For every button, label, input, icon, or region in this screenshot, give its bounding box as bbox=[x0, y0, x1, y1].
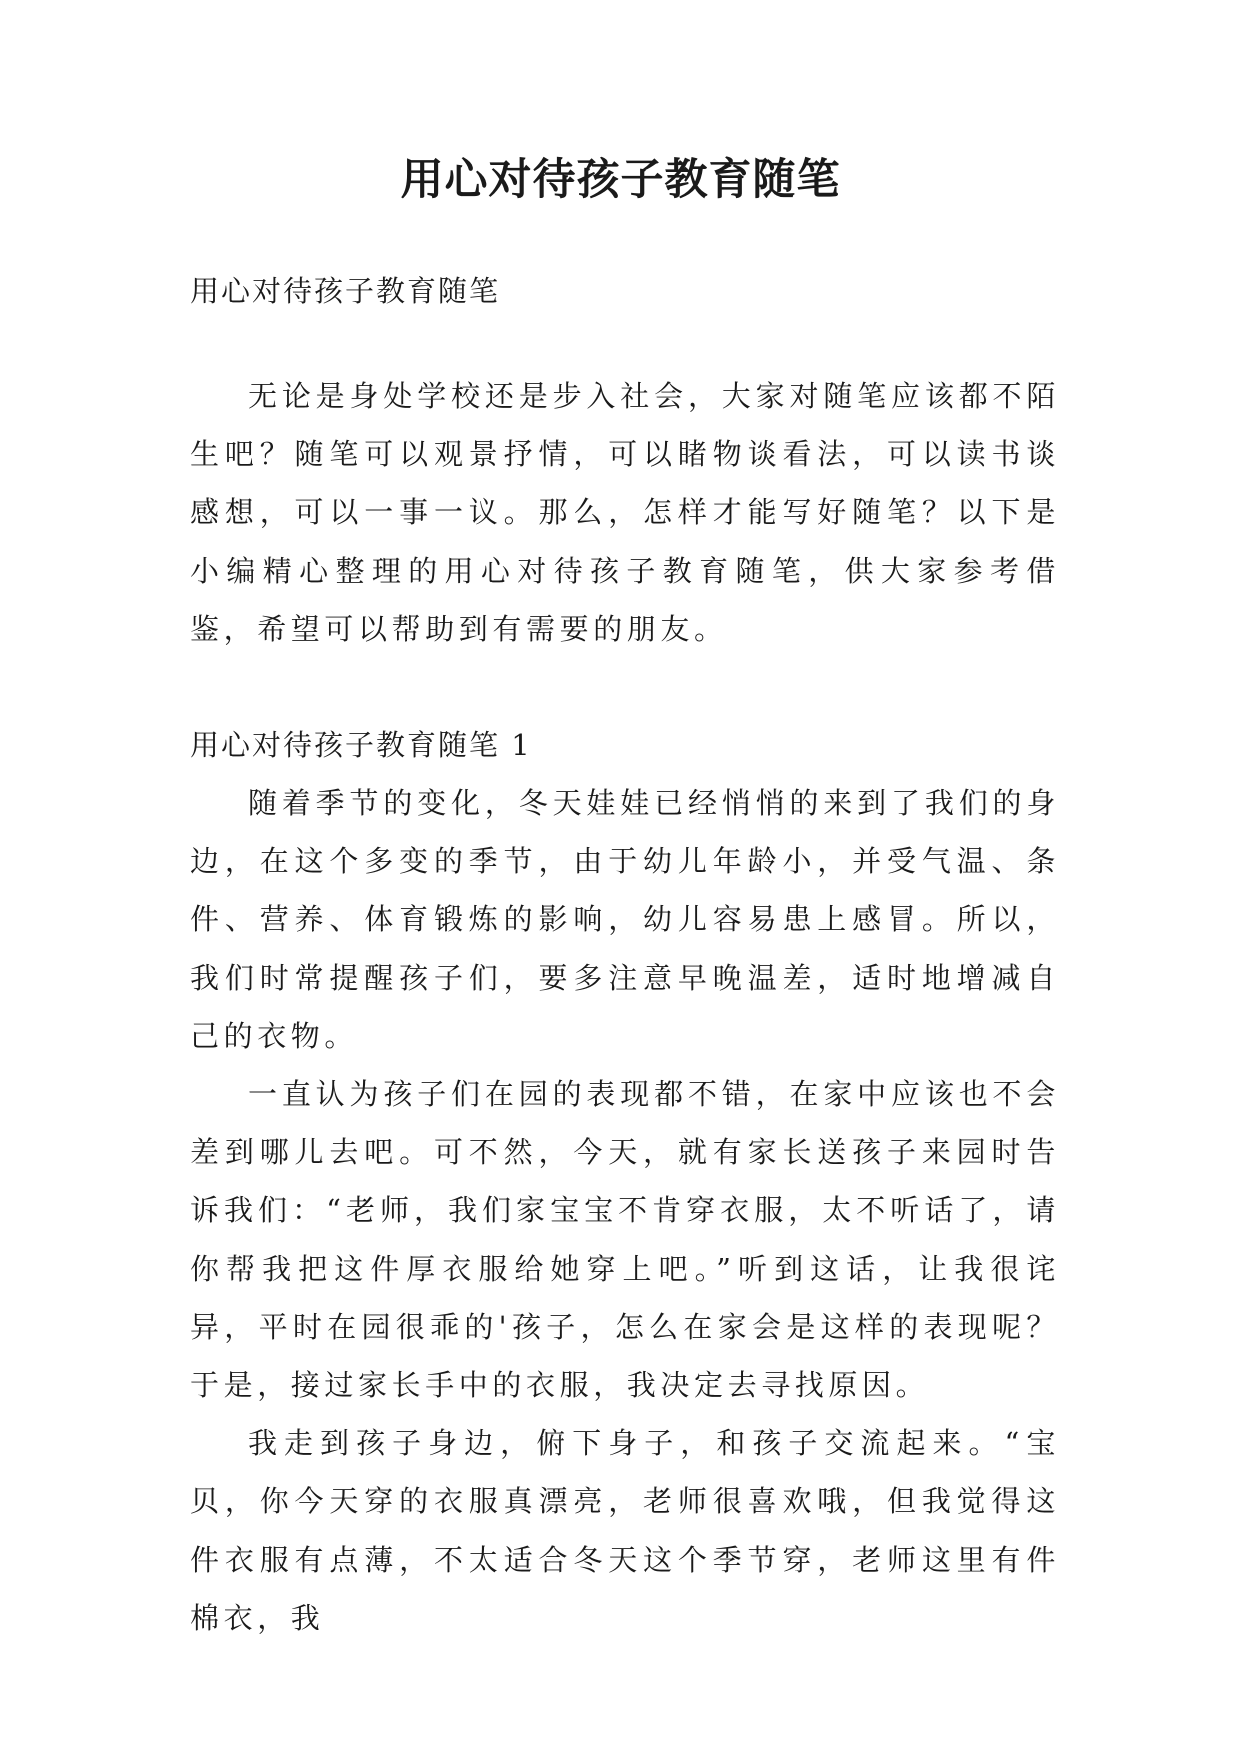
body-paragraph-3: 我走到孩子身边，俯下身子，和孩子交流起来。“宝贝，你今天穿的衣服真漂亮，老师很喜欢哦，但我觉得这件衣服有点薄，不太适合冬天这个季节穿，老师这里有件棉衣，我 bbox=[190, 1426, 1060, 1635]
body-paragraph-1: 随着季节的变化，冬天娃娃已经悄悄的来到了我们的身边，在这个多变的季节，由于幼儿年龄小，并受气温、条件、营养、体育锻炼的影响，幼儿容易患上感冒。所以，我们时常提醒孩子们，要多注意早晚温差，适时地增减自己的衣物。 bbox=[190, 786, 1060, 1053]
section-heading: 用心对待孩子教育随笔 1 bbox=[190, 728, 532, 763]
document-title: 用心对待孩子教育随笔 bbox=[400, 155, 841, 205]
document-subtitle: 用心对待孩子教育随笔 bbox=[190, 274, 501, 308]
body-paragraph-2: 一直认为孩子们在园的表现都不错，在家中应该也不会差到哪儿去吧。可不然，今天，就有家长送孩子来园时告诉我们：“老师，我们家宝宝不肯穿衣服，太不听话了，请你帮我把这件厚衣服给她穿上吧。”听到这话，让我很诧异，平时在园很乖的'孩子，怎么在家会是这样的表现呢？于是，接过家长手中的衣服，我决定去寻找原因。 bbox=[190, 1077, 1060, 1403]
intro-paragraph: 无论是身处学校还是步入社会，大家对随笔应该都不陌生吧？随笔可以观景抒情，可以睹物谈看法，可以读书谈感想，可以一事一议。那么，怎样才能写好随笔？以下是小编精心整理的用心对待孩子教育随笔，供大家参考借鉴，希望可以帮助到有需要的朋友。 bbox=[190, 379, 1060, 646]
document-body bbox=[190, 262, 1060, 1647]
